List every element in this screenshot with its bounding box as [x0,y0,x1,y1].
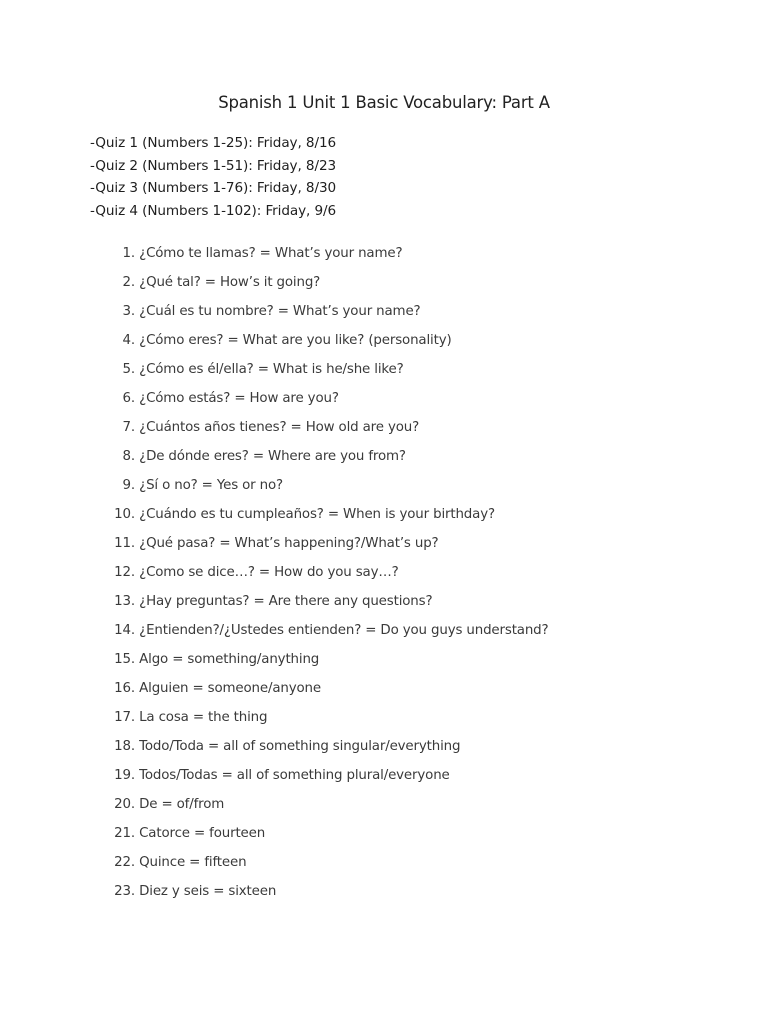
vocabulary-text: ¿Cómo estás? = How are you? [139,391,339,406]
vocabulary-number: 4. [122,333,135,348]
vocabulary-text: ¿Cómo te llamas? = What’s your name? [139,246,403,261]
quiz-schedule-item: -Quiz 4 (Numbers 1-102): Friday, 9/6 [90,202,337,219]
vocabulary-text: ¿Cuándo es tu cumpleaños? = When is your birthday? [139,507,495,522]
vocabulary-item [108,271,549,300]
vocabulary-item [108,648,549,677]
vocabulary-item [108,503,549,532]
vocabulary-item [108,851,549,880]
vocabulary-number: 16. [114,681,135,696]
vocabulary-number: 19. [114,768,135,783]
vocabulary-item [108,300,549,329]
vocabulary-number: 13. [114,594,135,609]
vocabulary-number: 6. [122,391,135,406]
vocabulary-item [108,793,549,822]
vocabulary-text: ¿Cuál es tu nombre? = What’s your name? [139,304,421,319]
vocabulary-text: ¿Sí o no? = Yes or no? [139,478,283,493]
vocabulary-item [108,242,549,271]
document-title: Spanish 1 Unit 1 Basic Vocabulary: Part A [218,93,550,112]
vocabulary-number: 9. [122,478,135,493]
vocabulary-text: Todo/Toda = all of something singular/everything [139,739,461,754]
vocabulary-item [108,764,549,793]
vocabulary-number: 15. [114,652,135,667]
vocabulary-number: 12. [114,565,135,580]
vocabulary-item [108,445,549,474]
vocabulary-number: 21. [114,826,135,841]
vocabulary-item [108,590,549,619]
vocabulary-text: ¿Qué tal? = How’s it going? [139,275,321,290]
vocabulary-text: Catorce = fourteen [139,826,266,841]
vocabulary-text: ¿Cómo es él/ella? = What is he/she like? [139,362,404,377]
vocabulary-number: 22. [114,855,135,870]
vocabulary-item [108,822,549,851]
vocabulary-text: ¿De dónde eres? = Where are you from? [139,449,406,464]
vocabulary-text: ¿Cómo eres? = What are you like? (personality) [139,333,452,348]
vocabulary-item [108,619,549,648]
vocabulary-text: ¿Qué pasa? = What’s happening?/What’s up? [139,536,439,551]
vocabulary-text: Quince = fifteen [139,855,247,870]
vocabulary-number: 23. [114,884,135,899]
vocabulary-number: 18. [114,739,135,754]
quiz-schedule-list [90,132,336,222]
vocabulary-text: Diez y seis = sixteen [139,884,277,899]
vocabulary-text: ¿Como se dice…? = How do you say…? [139,565,399,580]
vocabulary-item [108,387,549,416]
vocabulary-text: La cosa = the thing [139,710,268,725]
vocabulary-item [108,416,549,445]
vocabulary-text: Algo = something/anything [139,652,320,667]
vocabulary-number: 20. [114,797,135,812]
vocabulary-text: ¿Hay preguntas? = Are there any questions? [139,594,433,609]
vocabulary-item [108,880,549,909]
vocabulary-number: 17. [114,710,135,725]
vocabulary-text: Todos/Todas = all of something plural/everyone [139,768,450,783]
quiz-schedule-item: -Quiz 1 (Numbers 1-25): Friday, 8/16 [90,135,337,151]
vocabulary-item [108,474,549,503]
vocabulary-number: 14. [114,623,135,638]
vocabulary-text: Alguien = someone/anyone [139,681,321,696]
vocabulary-number: 1. [122,246,135,261]
vocabulary-number: 11. [114,536,135,551]
vocabulary-text: ¿Cuántos años tienes? = How old are you? [139,420,420,435]
vocabulary-item [108,735,549,764]
vocabulary-item [108,561,549,590]
vocabulary-number: 3. [122,304,135,319]
vocabulary-number: 2. [122,275,135,290]
quiz-schedule-item: -Quiz 3 (Numbers 1-76): Friday, 8/30 [90,180,337,196]
vocabulary-item [108,329,549,358]
vocabulary-list [108,242,549,909]
vocabulary-item [108,532,549,561]
vocabulary-text: De = of/from [139,797,225,812]
vocabulary-item [108,358,549,387]
vocabulary-number: 8. [122,449,135,464]
vocabulary-text: ¿Entienden?/¿Ustedes entienden? = Do you guys understand? [139,623,549,638]
vocabulary-number: 7. [122,420,135,435]
vocabulary-number: 10. [114,507,135,522]
quiz-schedule-item: -Quiz 2 (Numbers 1-51): Friday, 8/23 [90,157,337,174]
vocabulary-item [108,677,549,706]
vocabulary-item [108,706,549,735]
vocabulary-number: 5. [122,362,135,377]
